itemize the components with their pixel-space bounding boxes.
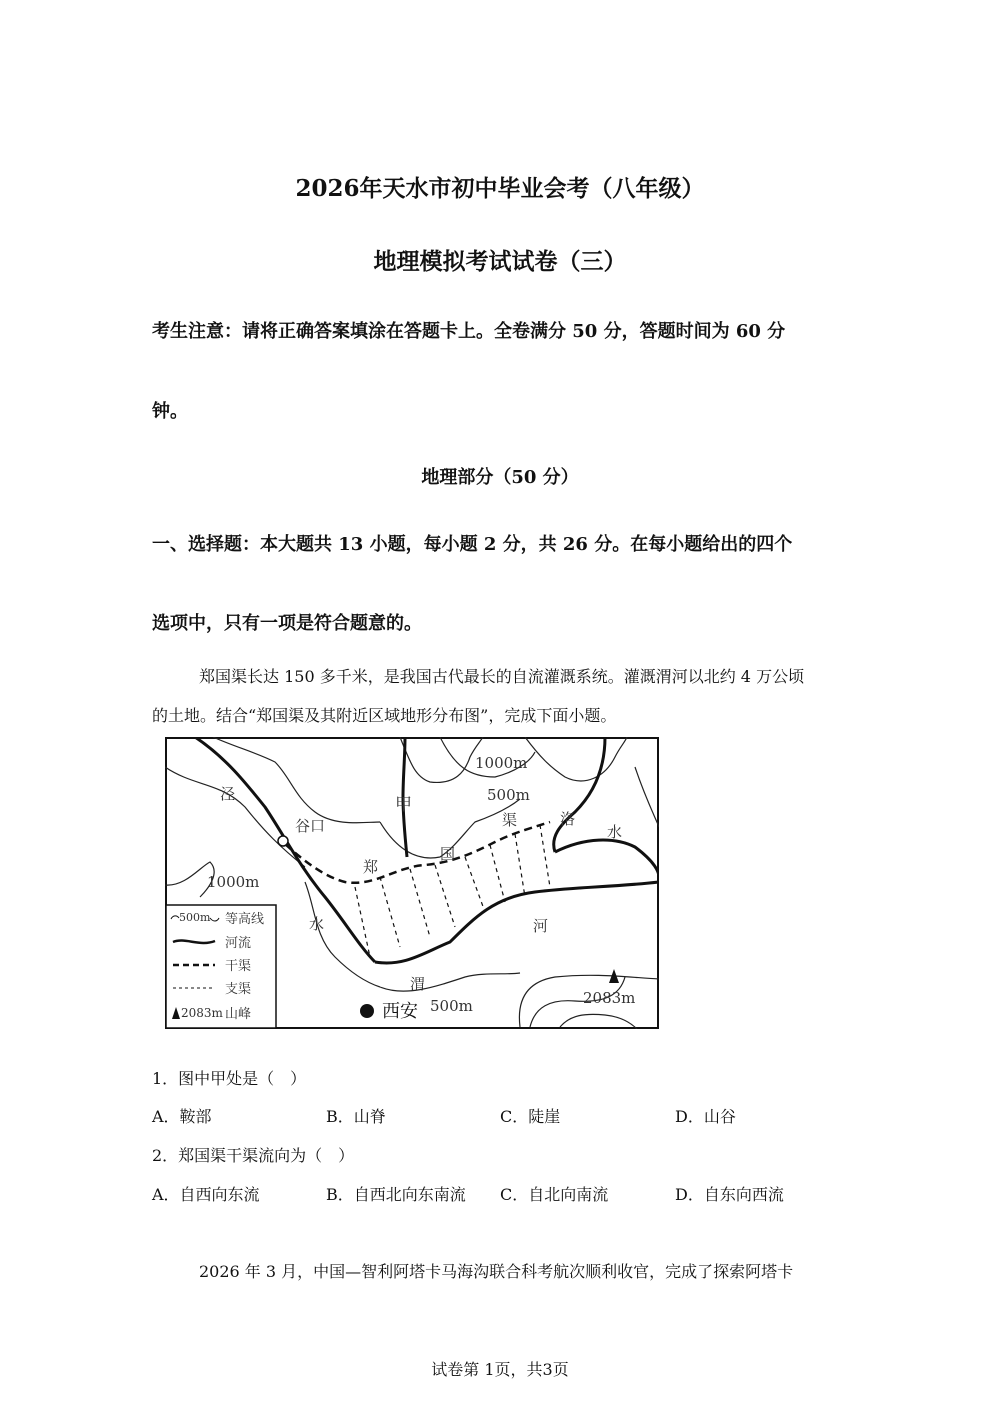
exam-subtitle: 地理模拟考试试卷（三） [373,248,627,275]
section-instruction-line-1: 一、选择题：本大题共 13 小题，每小题 2 分，共 26 分。在每小题给出的四个 [152,534,793,555]
map-label-gukou: 谷口 [295,817,326,835]
notice-line-1: 考生注意：请将正确答案填涂在答题卡上。全卷满分 50 分，答题时间为 60 分 [152,321,786,342]
map-label-xian: 西安 [382,1001,418,1022]
legend-branch-canal-label: 支渠 [225,982,252,997]
question-1-option-b[interactable]: B．山脊 [326,1107,386,1126]
question-2-stem: 2．郑国渠干渠流向为（ ） [152,1146,355,1165]
section-instruction-line-2: 选项中，只有一项是符合题意的。 [152,613,422,634]
legend-main-canal-label: 干渠 [225,959,252,974]
map-legend [166,905,276,1028]
xian-marker [360,1004,374,1018]
map-label-zheng: 郑 [363,858,379,876]
legend-contour-label: 等高线 [225,912,265,927]
map-label-jia: 甲 [395,795,412,815]
passage-1-line-2: 的土地。结合“郑国渠及其附近区域地形分布图”，完成下面小题。 [152,706,617,725]
question-1-stem: 1．图中甲处是（ ） [152,1069,307,1088]
map-label-contour-500-bottom: 500m [430,997,473,1015]
map-label-shui-east: 水 [607,823,623,841]
legend-peak-label: 山峰 [225,1007,252,1022]
passage-2-line-1: 2026 年 3 月，中国—智利阿塔卡马海沟联合科考航次顺利收官，完成了探索阿塔卡 [199,1262,794,1281]
map-label-contour-1000-left: 1000m [207,873,260,891]
question-2-option-c[interactable]: C．自北向南流 [500,1185,609,1204]
page-footer: 试卷第 1页，共3页 [431,1360,569,1379]
legend-contour-sample: 500m [179,911,211,924]
map-label-guo: 国 [440,845,456,863]
question-2-option-d[interactable]: D．自东向西流 [675,1185,784,1204]
map-label-shui-west: 水 [309,915,325,933]
notice-line-2: 钟。 [152,401,188,422]
map-label-he: 河 [533,917,549,935]
map-label-contour-1000-top: 1000m [475,754,528,772]
legend-river-label: 河流 [225,936,252,951]
question-1-option-c[interactable]: C．陡崖 [500,1107,561,1126]
gukou-marker [278,836,288,846]
zhengguo-canal-map [165,737,659,1029]
legend-peak-sample: 2083m [181,1006,223,1020]
map-label-luo: 洛 [560,810,576,828]
map-label-qu: 渠 [502,811,518,829]
question-2-option-b[interactable]: B．自西北向东南流 [326,1185,466,1204]
exam-title: 2026年天水市初中毕业会考（八年级） [295,175,705,202]
map-label-peak: 2083m [583,989,636,1007]
map-label-wei: 渭 [410,975,426,993]
map-label-contour-500-top: 500m [487,786,530,804]
passage-1-line-1: 郑国渠长达 150 多千米，是我国古代最长的自流灌溉系统。灌溉渭河以北约 4 万公顷 [199,667,805,686]
section-title: 地理部分（50 分） [421,467,579,488]
question-1-option-a[interactable]: A．鞍部 [152,1107,212,1126]
question-2-option-a[interactable]: A．自西向东流 [152,1185,260,1204]
question-1-option-d[interactable]: D．山谷 [675,1107,736,1126]
map-label-jing: 泾 [220,785,236,803]
